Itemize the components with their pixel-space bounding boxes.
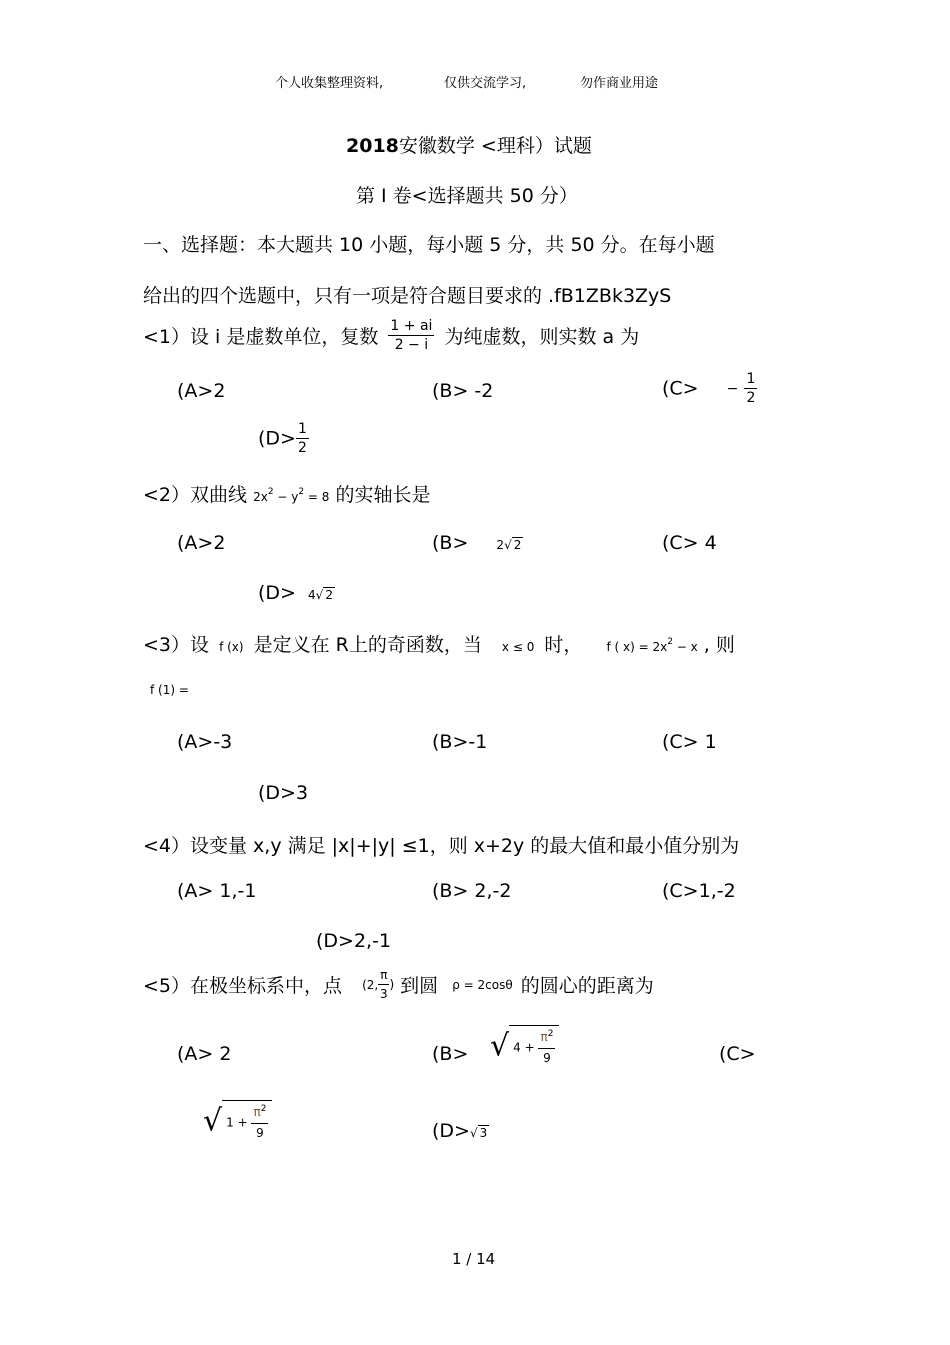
q2-option-c: (C> 4 bbox=[662, 532, 717, 554]
q5-b-fraction bbox=[538, 1028, 555, 1067]
q2-stem bbox=[143, 480, 430, 507]
q1-option-c bbox=[662, 370, 757, 407]
q3-option-a: (A>-3 bbox=[177, 731, 233, 753]
q5-c-den: 9 bbox=[256, 1126, 264, 1140]
q5-pt-a: (2, bbox=[362, 977, 379, 992]
q4-option-d: (D>2,-1 bbox=[316, 930, 392, 952]
q1-c-sign: − bbox=[726, 380, 739, 397]
q1-d-label: (D> bbox=[258, 427, 296, 450]
q2-stem-a: <2）双曲线 bbox=[143, 484, 248, 506]
q5-pt-den: 3 bbox=[380, 987, 388, 1001]
q3-f1: f (1) = bbox=[150, 683, 189, 697]
q3-def-exp: 2 bbox=[667, 637, 673, 647]
q2-b-coef: 2 bbox=[496, 538, 505, 552]
q5-stem-c: 的圆心的距离为 bbox=[520, 975, 654, 997]
q5-stem-b: 到圆 bbox=[400, 975, 439, 997]
q3-fx: f (x) bbox=[219, 640, 244, 654]
q4-option-b: (B> 2,-2 bbox=[432, 880, 512, 902]
q5-option-a: (A> 2 bbox=[177, 1043, 232, 1065]
q2-option-a: (A>2 bbox=[177, 532, 226, 554]
q2-expr-a: 2x bbox=[253, 490, 268, 504]
q5-c-in: 1 + bbox=[226, 1115, 248, 1130]
q1-frac-den: 2 − i bbox=[394, 337, 429, 353]
q3-def-tail: − x bbox=[672, 640, 698, 654]
q5-pt-fraction bbox=[378, 966, 389, 1003]
q3-stem bbox=[143, 630, 735, 657]
intro-line-1: 一、选择题：本大题共 10 小题，每小题 5 分，共 50 分。在每小题 bbox=[143, 234, 715, 256]
q1-stem bbox=[143, 317, 639, 354]
page-number: 1 / 14 bbox=[452, 1250, 496, 1268]
q5-circle: ρ = 2cosθ bbox=[452, 977, 513, 992]
q5-d-label: (D> bbox=[432, 1120, 470, 1142]
q2-option-b bbox=[432, 532, 523, 554]
q5-pt-num: π bbox=[378, 966, 389, 985]
q3-stem-b: 是定义在 R上的奇函数，当 bbox=[253, 634, 482, 656]
q3-stem-d: , 则 bbox=[703, 634, 735, 656]
q4-stem: <4）设变量 x,y 满足 |x|+|y| ≤1，则 x+2y 的最大值和最小值分别为 bbox=[143, 835, 740, 857]
q3-option-d: (D>3 bbox=[258, 782, 309, 804]
q1-option-a: (A>2 bbox=[177, 380, 226, 402]
q5-d-rad: 3 bbox=[479, 1126, 488, 1140]
q2-exp-1: 2 bbox=[267, 487, 274, 497]
q5-option-c-label: (C> bbox=[719, 1043, 756, 1065]
q5-stem-a: <5）在极坐标系中，点 bbox=[143, 975, 343, 997]
q3-stem-c: 时， bbox=[544, 634, 583, 656]
title-year: 2018 bbox=[346, 135, 399, 157]
q3-def-a: f ( x) = 2x bbox=[606, 640, 668, 654]
q1-c-fraction bbox=[744, 370, 757, 407]
q3-def bbox=[606, 637, 698, 654]
q2-b-value: 2√ 2 bbox=[496, 538, 522, 552]
q2-expr bbox=[253, 487, 330, 504]
q2-d-coef: 4 bbox=[308, 588, 316, 602]
page-title bbox=[346, 131, 592, 158]
q1-option-d bbox=[258, 420, 309, 457]
q1-d-fraction bbox=[296, 420, 309, 457]
q5-option-c-value: √ 1 + $\frac{\pi^2}{9}$ bbox=[203, 1100, 272, 1142]
q1-frac-num: 1 + ai bbox=[390, 318, 433, 334]
q5-pt-b: ) bbox=[389, 977, 395, 992]
q5-option-b-value: √ 4 + $\frac{\pi^2}{9}$ bbox=[490, 1025, 559, 1067]
q5-d-value: √ 3 bbox=[469, 1126, 488, 1140]
q2-expr-c: = 8 bbox=[304, 490, 330, 504]
page-subtitle: 第 I 卷<选择题共 50 分） bbox=[356, 185, 578, 207]
q2-option-d bbox=[258, 582, 335, 604]
title-rest: 安徽数学 <理科）试题 bbox=[398, 135, 592, 157]
q2-expr-b: − y bbox=[273, 490, 299, 504]
q2-d-label: (D> bbox=[258, 582, 296, 604]
q5-b-pi: π bbox=[540, 1030, 548, 1044]
q5-b-exp: 2 bbox=[547, 1029, 554, 1039]
q1-option-b: (B> -2 bbox=[432, 380, 494, 402]
header-left: 个人收集整理资料, bbox=[275, 76, 384, 91]
q5-c-pi: π bbox=[253, 1105, 261, 1119]
q5-b-den: 9 bbox=[543, 1051, 551, 1065]
q3-cond: x ≤ 0 bbox=[501, 640, 535, 654]
q1-stem-a: <1）设 i 是虚数单位，复数 bbox=[143, 326, 379, 348]
q1-d-num: 1 bbox=[297, 421, 307, 437]
q1-fraction bbox=[388, 317, 434, 354]
q1-stem-b: 为纯虚数，则实数 a 为 bbox=[444, 326, 640, 348]
q4-option-a: (A> 1,-1 bbox=[177, 880, 257, 902]
header-right: 勿作商业用途 bbox=[580, 76, 659, 91]
intro-line-2: 给出的四个选题中，只有一项是符合题目要求的 .fB1ZBk3ZyS bbox=[143, 285, 672, 307]
q1-d-den: 2 bbox=[297, 440, 307, 456]
q5-b-in: 4 + bbox=[513, 1040, 535, 1055]
q1-c-den: 2 bbox=[746, 390, 756, 406]
q3-stem-a: <3）设 bbox=[143, 634, 210, 656]
q3-option-b: (B>-1 bbox=[432, 731, 488, 753]
q2-d-value: 4√ 2 bbox=[308, 588, 333, 602]
q5-c-fraction bbox=[251, 1103, 268, 1142]
q1-c-num: 1 bbox=[746, 371, 756, 387]
header-mid: 仅供交流学习, bbox=[444, 76, 527, 91]
q5-option-b-label: (B> bbox=[432, 1043, 469, 1065]
q5-c-exp: 2 bbox=[260, 1104, 267, 1114]
q5-stem bbox=[143, 966, 654, 1003]
q2-stem-b: 的实轴长是 bbox=[335, 484, 431, 506]
q2-exp-2: 2 bbox=[298, 487, 305, 497]
q4-option-c: (C>1,-2 bbox=[662, 880, 736, 902]
q5-option-d bbox=[432, 1120, 489, 1142]
q2-b-rad: 2 bbox=[513, 538, 522, 552]
q3-option-c: (C> 1 bbox=[662, 731, 717, 753]
q2-b-label: (B> bbox=[432, 532, 469, 554]
q1-c-label: (C> bbox=[662, 377, 699, 400]
q2-d-rad: 2 bbox=[325, 588, 333, 602]
